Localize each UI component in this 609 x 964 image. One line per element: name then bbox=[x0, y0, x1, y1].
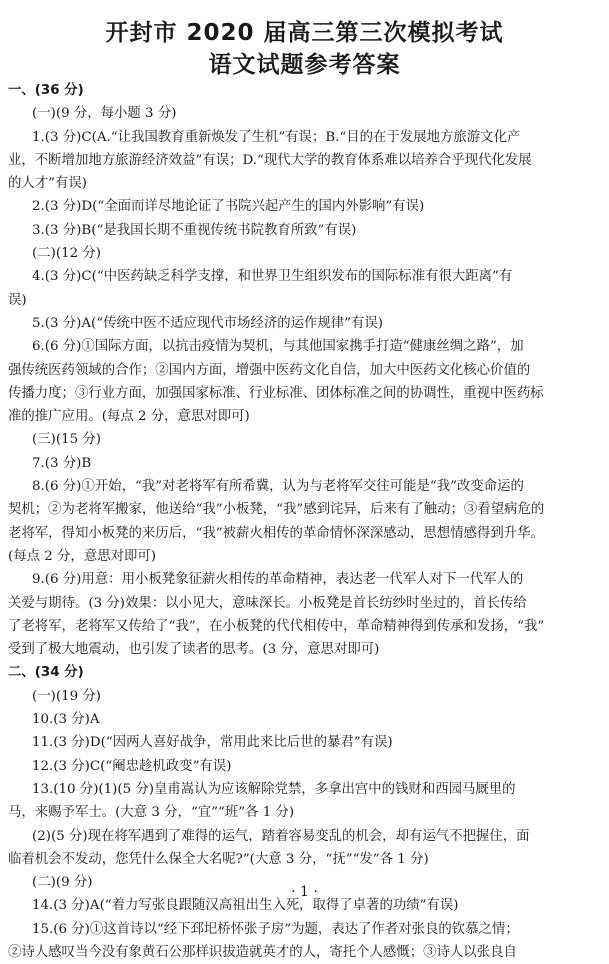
text-line: 马，来赐予军士。(大意 3 分，“宜”“班”各 1 分) bbox=[8, 805, 295, 821]
text-line: 业，不断增加地方旅游经济效益”有误；D.“现代大学的教育体系难以培养合乎现代化发展 bbox=[8, 152, 532, 168]
text-line: 7.(3 分)B bbox=[32, 455, 92, 471]
text-line: 3.(3 分)B(“是我国长期不重视传统书院教育所致”有误) bbox=[32, 222, 357, 238]
text-line: 临着机会不发动，您凭什么保全大名呢?”(大意 3 分，“抚”“发”各 1 分) bbox=[8, 851, 429, 867]
text-line: 传播力度；③行业方面，加强国家标准、行业标准、团体标准之间的协调性，重视中医药标 bbox=[8, 385, 544, 401]
text-line: (三)(15 分) bbox=[32, 432, 101, 448]
text-line: 老将军，得知小板凳的来历后，“我”被薪火相传的革命情怀深深感动，思想情感得到升华。 bbox=[8, 525, 544, 541]
text-line: 的人才”有误) bbox=[8, 176, 88, 192]
text-line: (2)(5 分)现在将军遇到了难得的运气，踏着容易变乱的机会，却有运气不把握住，面 bbox=[32, 828, 530, 844]
text-line: (二)(9 分) bbox=[32, 875, 93, 891]
text-line: 8.(6 分)①开始，“我”对老将军有所希冀，认为与老将军交往可能是“我”改变命运的 bbox=[32, 479, 524, 495]
document-title: 开封市 2020 届高三第三次模拟考试 bbox=[105, 20, 504, 46]
text-line: 1.(3 分)C(A.“让我国教育重新焕发了生机”有误；B.“目的在于发展地方旅游文化产 bbox=[32, 129, 521, 145]
text-line: (一)(9 分，每小题 3 分) bbox=[32, 106, 177, 122]
text-line: 13.(10 分)(1)(5 分)皇甫嵩认为应该解除党禁，多拿出宫中的钱财和西园马厩里的 bbox=[32, 781, 516, 797]
text-line: 11.(3 分)D(“因两人喜好战争，常用此来比后世的暴君”有误) bbox=[32, 735, 393, 751]
text-line: ②诗人感叹当今没有象黄石公那样识拔造就英才的人，寄托个人感慨；③诗人以张良自 bbox=[8, 944, 517, 960]
text-line: 契机；②为老将军搬家，他送给“我”小板凳，“我”感到诧异，后来有了触动；③看望病危的 bbox=[8, 502, 545, 518]
text-line: 了老将军，老将军又传给了“我”，在小板凳的代代相传中，革命精神得到传承和发扬，“我” bbox=[8, 618, 545, 634]
document-subtitle: 语文试题参考答案 bbox=[208, 52, 401, 78]
text-line: (一)(19 分) bbox=[32, 688, 101, 704]
text-line: 10.(3 分)A bbox=[32, 712, 100, 728]
text-line: 受到了极大地震动，也引发了读者的思考。(3 分，意思对即可) bbox=[8, 642, 380, 658]
text-line: (每点 2 分，意思对即可) bbox=[8, 548, 156, 564]
text-line: (二)(12 分) bbox=[32, 246, 101, 262]
text-line: 关爱与期待。(3 分)效果：以小见大，意味深长。小板凳是首长纺纱时坐过的，首长传给 bbox=[8, 595, 527, 611]
text-line: 强传统医药领域的合作；②国内方面，增强中医药文化自信，加大中医药文化核心价值的 bbox=[8, 362, 531, 378]
text-line: 准的推广应用。(每点 2 分，意思对即可) bbox=[8, 409, 250, 425]
text-line: 6.(6 分)①国际方面，以抗击疫情为契机，与其他国家携手打造“健康丝绸之路”，加 bbox=[32, 339, 524, 355]
text-line: 4.(3 分)C(“中医药缺乏科学支撑，和世界卫生组织发布的国际标准有很大距离”有 bbox=[32, 269, 513, 285]
text-line: 14.(3 分)A(“着力写张良跟随汉高祖出生入死，取得了卓著的功绩”有误) bbox=[32, 898, 459, 914]
section-heading: 二、(34 分) bbox=[8, 665, 84, 681]
text-line: 5.(3 分)A(“传统中医不适应现代市场经济的运作规律”有误) bbox=[32, 315, 384, 331]
text-line: 15.(6 分)①这首诗以“经下邳圯桥怀张子房”为题，表达了作者对张良的钦慕之情； bbox=[32, 921, 519, 937]
text-line: 误) bbox=[8, 292, 27, 308]
text-line: 12.(3 分)C(“阉忠趁机政变”有误) bbox=[32, 758, 232, 774]
text-line: 9.(6 分)用意：用小板凳象征薪火相传的革命精神，表达老一代军人对下一代军人的 bbox=[32, 572, 524, 588]
text-line: 2.(3 分)D(“全面而详尽地论证了书院兴起产生的国内外影响”有误) bbox=[32, 199, 425, 215]
page-number: · 1 · bbox=[291, 884, 318, 900]
section-heading: 一、(36 分) bbox=[8, 83, 84, 98]
answer-content bbox=[8, 79, 598, 964]
